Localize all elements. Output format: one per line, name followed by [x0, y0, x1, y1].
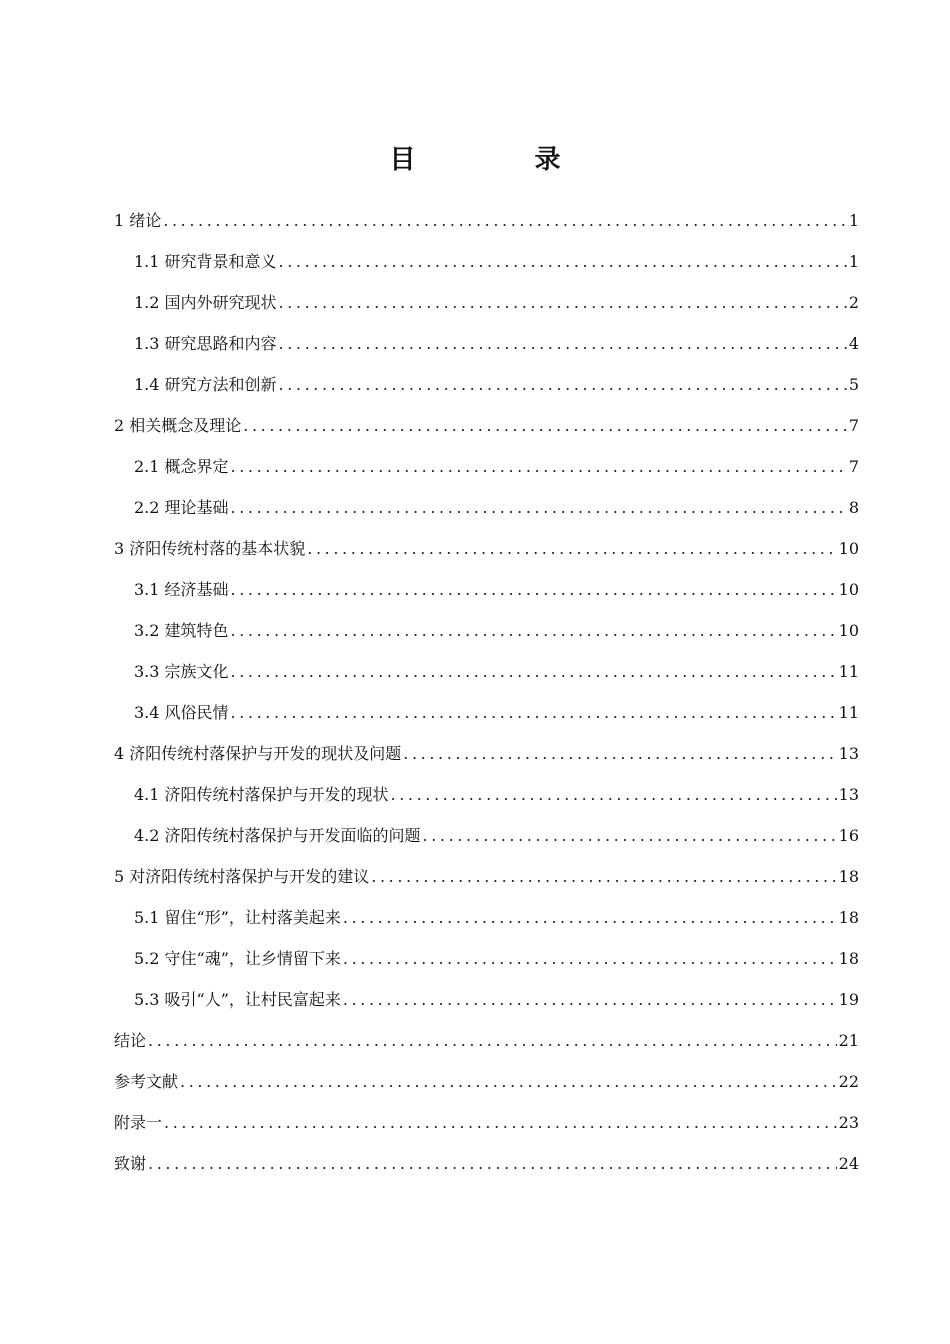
toc-entry-page-number: 11 — [838, 662, 859, 681]
toc-entry-label: 3.2 建筑特色 — [134, 621, 229, 640]
dot-leader — [231, 651, 837, 692]
toc-entry[interactable] — [114, 1143, 859, 1184]
toc-entry[interactable] — [114, 446, 859, 487]
dot-leader — [307, 528, 836, 569]
toc-entry[interactable] — [114, 487, 859, 528]
toc-entry[interactable] — [114, 692, 859, 733]
toc-entry[interactable] — [114, 364, 859, 405]
toc-entry-page-number: 18 — [838, 949, 859, 968]
toc-entry[interactable] — [114, 528, 859, 569]
toc-entry-label: 3.4 风俗民情 — [134, 703, 229, 722]
toc-entry-page-number: 4 — [848, 334, 859, 353]
toc-entry-label: 参考文献 — [114, 1072, 179, 1091]
toc-entry[interactable] — [114, 897, 859, 938]
toc-entry-page-number: 10 — [838, 539, 859, 558]
toc-entry[interactable] — [114, 241, 859, 282]
toc-entry[interactable] — [114, 1061, 859, 1102]
toc-entry-label: 结论 — [114, 1031, 147, 1050]
dot-leader — [403, 733, 836, 774]
toc-entry-page-number: 13 — [838, 744, 859, 763]
toc-entry-page-number: 24 — [838, 1154, 859, 1173]
toc-title: 目 录 — [389, 145, 616, 175]
toc-entry[interactable] — [114, 774, 859, 815]
toc-entry-page-number: 2 — [848, 293, 859, 312]
toc-entry-label: 5 对济阳传统村落保护与开发的建议 — [114, 867, 370, 886]
toc-entry-label: 4.2 济阳传统村落保护与开发面临的问题 — [134, 826, 421, 845]
toc-entry-label: 2 相关概念及理论 — [114, 416, 242, 435]
toc-entry-label: 1.2 国内外研究现状 — [134, 293, 277, 312]
dot-leader — [279, 282, 847, 323]
toc-entry[interactable] — [114, 856, 859, 897]
dot-leader — [343, 897, 837, 938]
toc-entry-page-number: 5 — [848, 375, 859, 394]
toc-entry[interactable] — [114, 651, 859, 692]
toc-entry-label: 5.3 吸引“人”，让村民富起来 — [134, 990, 341, 1009]
toc-entry[interactable] — [114, 733, 859, 774]
toc-entry-label: 1 绪论 — [114, 211, 162, 230]
toc-entry[interactable] — [114, 200, 859, 241]
toc-entry-page-number: 18 — [838, 908, 859, 927]
dot-leader — [231, 610, 837, 651]
dot-leader — [163, 200, 847, 241]
dot-leader — [231, 487, 847, 528]
toc-entry-label: 致谢 — [114, 1154, 147, 1173]
dot-leader — [231, 446, 847, 487]
toc-entry-label: 5.2 守住“魂”，让乡情留下来 — [134, 949, 341, 968]
dot-leader — [343, 938, 837, 979]
dot-leader — [243, 405, 847, 446]
toc-entry-label: 5.1 留住“形”，让村落美起来 — [134, 908, 341, 927]
toc-entry-page-number: 19 — [838, 990, 859, 1009]
toc-entry[interactable] — [114, 282, 859, 323]
toc-entry-page-number: 10 — [838, 580, 859, 599]
dot-leader — [148, 1020, 837, 1061]
toc-entry-page-number: 22 — [838, 1072, 859, 1091]
toc-entry-label: 3 济阳传统村落的基本状貌 — [114, 539, 306, 558]
dot-leader — [231, 692, 837, 733]
toc-entry-page-number: 1 — [848, 211, 859, 230]
toc-entry[interactable] — [114, 1020, 859, 1061]
toc-entry[interactable] — [114, 1102, 859, 1143]
dot-leader — [180, 1061, 837, 1102]
toc-entry-page-number: 7 — [848, 457, 859, 476]
toc-entry-label: 3.3 宗族文化 — [134, 662, 229, 681]
dot-leader — [343, 979, 837, 1020]
dot-leader — [164, 1102, 837, 1143]
toc-entry-label: 附录一 — [114, 1113, 163, 1132]
toc-entry-page-number: 21 — [838, 1031, 859, 1050]
dot-leader — [279, 241, 847, 282]
toc-entry-page-number: 1 — [848, 252, 859, 271]
toc-entry[interactable] — [114, 979, 859, 1020]
dot-leader — [148, 1143, 837, 1184]
toc-entry-label: 2.1 概念界定 — [134, 457, 229, 476]
toc-entry-page-number: 8 — [848, 498, 859, 517]
toc-entry-label: 1.1 研究背景和意义 — [134, 252, 277, 271]
dot-leader — [279, 323, 847, 364]
toc-entry-label: 1.4 研究方法和创新 — [134, 375, 277, 394]
dot-leader — [279, 364, 847, 405]
dot-leader — [371, 856, 836, 897]
toc-entry-label: 4.1 济阳传统村落保护与开发的现状 — [134, 785, 389, 804]
toc-entry[interactable] — [114, 610, 859, 651]
toc-entry-page-number: 11 — [838, 703, 859, 722]
toc-entry-label: 2.2 理论基础 — [134, 498, 229, 517]
toc-entry[interactable] — [114, 323, 859, 364]
toc-entry-page-number: 18 — [838, 867, 859, 886]
toc-entry[interactable] — [114, 405, 859, 446]
toc-entry-label: 1.3 研究思路和内容 — [134, 334, 277, 353]
toc-entry[interactable] — [114, 815, 859, 856]
toc-entry-label: 4 济阳传统村落保护与开发的现状及问题 — [114, 744, 402, 763]
toc-entry-page-number: 16 — [838, 826, 859, 845]
toc-entry-page-number: 13 — [838, 785, 859, 804]
dot-leader — [423, 815, 837, 856]
toc-entry-page-number: 10 — [838, 621, 859, 640]
dot-leader — [231, 569, 837, 610]
dot-leader — [391, 774, 837, 815]
toc-entry-page-number: 7 — [848, 416, 859, 435]
toc-entry[interactable] — [114, 938, 859, 979]
toc-list — [114, 200, 859, 1184]
toc-entry-page-number: 23 — [838, 1113, 859, 1132]
toc-entry[interactable] — [114, 569, 859, 610]
toc-entry-label: 3.1 经济基础 — [134, 580, 229, 599]
